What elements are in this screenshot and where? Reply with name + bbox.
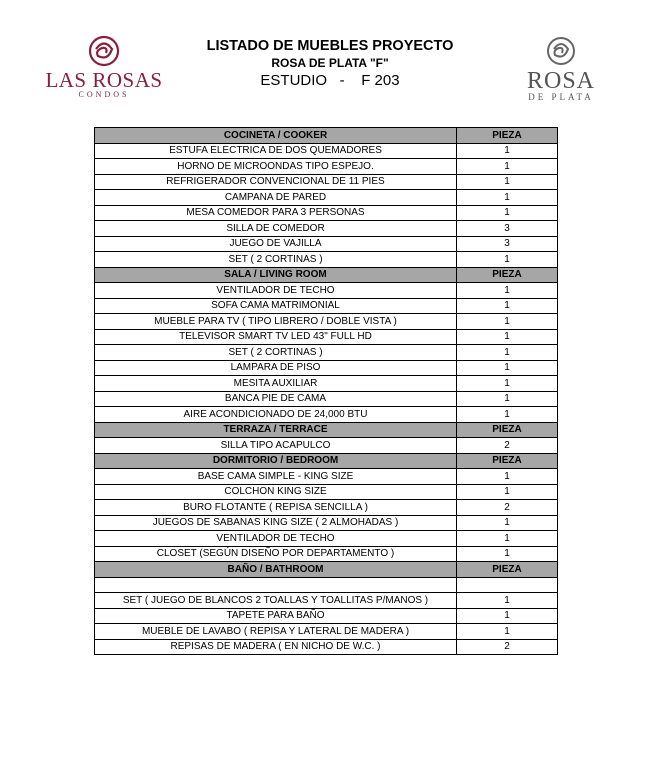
item-quantity [457, 577, 558, 593]
item-quantity: 1 [457, 546, 558, 562]
table-row [95, 329, 558, 345]
item-label: VENTILADOR DE TECHO [95, 531, 457, 547]
item-label: BURO FLOTANTE ( REPISA SENCILLA ) [95, 500, 457, 516]
logo-right-sub: DE PLATA [528, 92, 594, 102]
table-row [95, 531, 558, 547]
rosa-de-plata-logo [506, 34, 616, 104]
item-label: CLOSET (SEGÚN DISEÑO POR DEPARTAMENTO ) [95, 546, 457, 562]
item-label: MESITA AUXILIAR [95, 376, 457, 392]
table-row [95, 283, 558, 299]
furniture-table [94, 127, 558, 655]
document-subtitle: ROSA DE PLATA "F" [271, 56, 389, 70]
item-label: COLCHON KING SIZE [95, 484, 457, 500]
item-label: SOFA CAMA MATRIMONIAL [95, 298, 457, 314]
item-quantity: 1 [457, 205, 558, 221]
item-quantity: 2 [457, 639, 558, 655]
item-quantity: 2 [457, 500, 558, 516]
document-unit: ESTUDIO - F 203 [260, 72, 400, 89]
table-row [95, 438, 558, 454]
document-title: LISTADO DE MUEBLES PROYECTO [206, 38, 454, 54]
section-header-row [95, 422, 558, 438]
item-quantity: 1 [457, 484, 558, 500]
item-label: LAMPARA DE PISO [95, 360, 457, 376]
item-quantity: 1 [457, 298, 558, 314]
section-name: TERRAZA / TERRACE [95, 422, 457, 438]
table-row [95, 345, 558, 361]
item-quantity: 1 [457, 314, 558, 330]
item-quantity: 1 [457, 159, 558, 175]
table-row [95, 143, 558, 159]
table-row [95, 376, 558, 392]
quantity-header: PIEZA [457, 453, 558, 469]
item-label: TAPETE PARA BAÑO [95, 608, 457, 624]
logo-right-name: ROSA [526, 68, 596, 94]
item-quantity: 1 [457, 624, 558, 640]
section-header-row [95, 267, 558, 283]
section-name: COCINETA / COOKER [95, 128, 457, 144]
table-row [95, 593, 558, 609]
item-quantity: 1 [457, 190, 558, 206]
logo-left-name: LAS ROSAS [45, 68, 163, 92]
rose-icon [541, 34, 581, 68]
item-label: SILLA DE COMEDOR [95, 221, 457, 237]
table-row [95, 236, 558, 252]
table-row [95, 484, 558, 500]
item-label: TELEVISOR SMART TV LED 43" FULL HD [95, 329, 457, 345]
item-quantity: 1 [457, 376, 558, 392]
section-name: DORMITORIO / BEDROOM [95, 453, 457, 469]
section-name: SALA / LIVING ROOM [95, 267, 457, 283]
item-quantity: 1 [457, 469, 558, 485]
item-label: REPISAS DE MADERA ( EN NICHO DE W.C. ) [95, 639, 457, 655]
item-label: MUEBLE DE LAVABO ( REPISA Y LATERAL DE MADERA ) [95, 624, 457, 640]
item-label: BANCA PIE DE CAMA [95, 391, 457, 407]
furniture-table-body [95, 128, 558, 655]
quantity-header: PIEZA [457, 128, 558, 144]
item-quantity: 1 [457, 143, 558, 159]
table-row [95, 391, 558, 407]
item-label: SET ( 2 CORTINAS ) [95, 345, 457, 361]
table-row [95, 469, 558, 485]
document-header [180, 37, 480, 90]
item-quantity: 1 [457, 608, 558, 624]
table-row [95, 174, 558, 190]
table-row [95, 546, 558, 562]
item-quantity: 1 [457, 391, 558, 407]
item-label: VENTILADOR DE TECHO [95, 283, 457, 299]
item-label: MUEBLE PARA TV ( TIPO LIBRERO / DOBLE VISTA ) [95, 314, 457, 330]
quantity-header: PIEZA [457, 267, 558, 283]
item-label [95, 577, 457, 593]
item-quantity: 1 [457, 360, 558, 376]
item-quantity: 1 [457, 174, 558, 190]
table-row [95, 624, 558, 640]
item-quantity: 1 [457, 407, 558, 423]
item-quantity: 1 [457, 593, 558, 609]
table-row [95, 577, 558, 593]
table-row [95, 407, 558, 423]
rose-icon [84, 34, 124, 68]
table-row [95, 500, 558, 516]
item-quantity: 3 [457, 221, 558, 237]
item-quantity: 1 [457, 515, 558, 531]
section-name: BAÑO / BATHROOM [95, 562, 457, 578]
table-row [95, 515, 558, 531]
table-row [95, 298, 558, 314]
quantity-header: PIEZA [457, 562, 558, 578]
item-label: REFRIGERADOR CONVENCIONAL DE 11 PIES [95, 174, 457, 190]
table-row [95, 252, 558, 268]
logo-left-sub: CONDOS [78, 90, 130, 99]
item-label: BASE CAMA SIMPLE - KING SIZE [95, 469, 457, 485]
item-label: MESA COMEDOR PARA 3 PERSONAS [95, 205, 457, 221]
item-label: SILLA TIPO ACAPULCO [95, 438, 457, 454]
item-quantity: 3 [457, 236, 558, 252]
item-quantity: 1 [457, 283, 558, 299]
table-row [95, 608, 558, 624]
section-header-row [95, 453, 558, 469]
item-label: AIRE ACONDICIONADO DE 24,000 BTU [95, 407, 457, 423]
las-rosas-logo [44, 34, 164, 104]
section-header-row [95, 128, 558, 144]
table-row [95, 314, 558, 330]
item-label: ESTUFA ELECTRICA DE DOS QUEMADORES [95, 143, 457, 159]
item-label: SET ( 2 CORTINAS ) [95, 252, 457, 268]
table-row [95, 205, 558, 221]
table-row [95, 360, 558, 376]
item-quantity: 1 [457, 252, 558, 268]
item-label: JUEGOS DE SABANAS KING SIZE ( 2 ALMOHADAS ) [95, 515, 457, 531]
section-header-row [95, 562, 558, 578]
item-label: JUEGO DE VAJILLA [95, 236, 457, 252]
table-row [95, 159, 558, 175]
item-quantity: 1 [457, 345, 558, 361]
table-row [95, 221, 558, 237]
item-quantity: 1 [457, 329, 558, 345]
table-row [95, 639, 558, 655]
item-label: HORNO DE MICROONDAS TIPO ESPEJO. [95, 159, 457, 175]
item-quantity: 1 [457, 531, 558, 547]
quantity-header: PIEZA [457, 422, 558, 438]
item-quantity: 2 [457, 438, 558, 454]
item-label: CAMPANA DE PARED [95, 190, 457, 206]
item-label: SET ( JUEGO DE BLANCOS 2 TOALLAS Y TOALLITAS P/MANOS ) [95, 593, 457, 609]
table-row [95, 190, 558, 206]
